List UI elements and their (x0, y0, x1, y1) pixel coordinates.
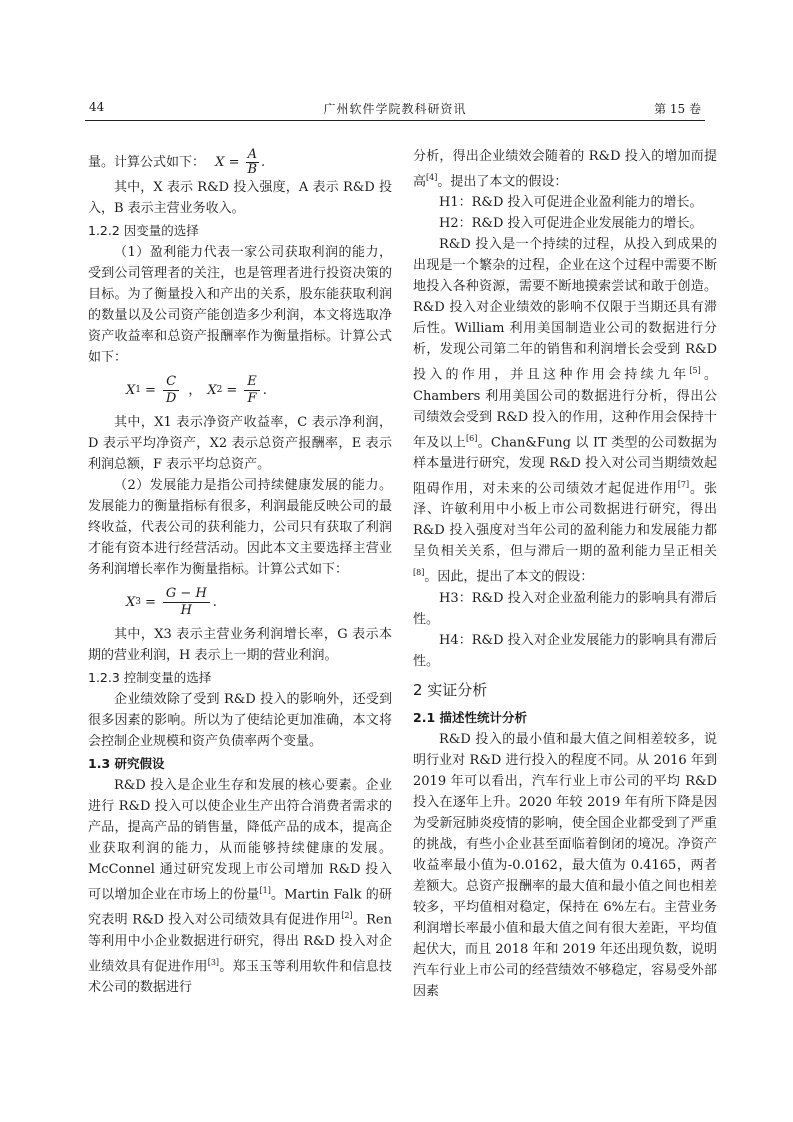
paragraph: 企业绩效除了受到 R&D 投入的影响外，还受到很多因素的影响。所以为了使结论更加准确，本文将会控制企业规模和资产负债率两个变量。 (88, 692, 392, 749)
paragraph: （2）发展能力是指公司持续健康发展的能力。发展能力的衡量指标有很多，利润最能反映公司的最终收益，代表公司的获利能力，公司只有获取了利润才能有资本进行经营活动。因此本文主要选择主营业务利润增长率作为衡量指标。计算公式如下： (88, 478, 392, 577)
formula-sub: 1 (135, 384, 141, 395)
fraction (163, 374, 179, 407)
formula-x1-x2 (88, 368, 392, 412)
text: 。因此，提出了本文的假设： (424, 569, 594, 585)
denominator: F (247, 390, 257, 406)
denominator: D (165, 390, 177, 406)
formula-var: X (215, 155, 225, 170)
hypothesis-h1: H1：R&D 投入可促进企业盈利能力的增长。 (439, 195, 703, 211)
numerator: A (247, 147, 257, 162)
paragraph (413, 234, 717, 587)
paragraph: 其中，X1 表示净资产收益率，C 表示净利润，D 表示平均净资产，X2 表示总资产报酬率，E 表示利润总额，F 表示平均总资产。 (88, 415, 392, 472)
paragraph: 其中，X 表示 R&D 投入强度，A 表示 R&D 投入，B 表示主营业务收入。 (88, 180, 392, 216)
formula-var: X (126, 382, 136, 398)
formula-x (215, 147, 266, 177)
denominator: B (247, 162, 258, 177)
section-heading: 1.2.3 控制变量的选择 (88, 670, 212, 685)
formula-var: X (126, 594, 136, 610)
text: 。Martin Falk 的研究表明 R&D 投入对公司绩效具有促进作用 (88, 887, 392, 928)
formula-var: X (207, 382, 217, 398)
paragraph (413, 146, 717, 192)
journal-title: 广州软件学院教科研资讯 (323, 102, 467, 116)
page-number: 44 (89, 100, 105, 114)
hypothesis-h4: H4：R&D 投入对企业发展能力的影响具有滞后性。 (413, 632, 717, 669)
numerator: C (163, 374, 179, 391)
citation: [4] (426, 173, 438, 182)
volume-label: 第 15 卷 (654, 102, 701, 116)
paragraph: R&D 投入的最小值和最大值之间相差较多，说明行业对 R&D 进行投入的程度不同。从 2016 年到 2019 年可以看出，汽车行业上市公司的平均 R&D 投入在逐年上升。2020 年较 2019 年有所下降是因为受新冠肺炎疫情的影响，使全国企业都受到了严重的挑战，有些小企业甚至面临着倒闭的境况。净资产收益率最小值为-0.0162，最大值为 0.4165，两者差额大。总资产报酬率的最大值和最小值之间也相差较多，平均值相对稳定，保持在 6%左右。主营业务利润增长率最小值和最大值之间有很大差距，平均值起伏大，而且 2018 年和 2019 年还出现负数，说明汽车行业上市公司的经营绩效不够稳定，容易受外部因素 (413, 731, 717, 999)
formula-eq: = (145, 594, 156, 610)
text: 。张泽、许敏利用中小板上市公司数据进行研究，得出 R&D 投入强度对当年公司的盈利能力和发展能力都呈负相关关系，但与滞后一期的盈利能力呈正相关 (413, 481, 717, 560)
formula-end: . (261, 155, 266, 170)
hypothesis-h3: H3：R&D 投入对企业盈利能力的影响具有滞后性。 (413, 590, 717, 627)
right-column (413, 146, 717, 1002)
section-heading: 1.2.2 因变量的选择 (88, 223, 199, 238)
text: 量。计算公式如下： (88, 155, 206, 170)
denominator: H (180, 602, 193, 618)
citation: [8] (413, 568, 425, 578)
numerator: G − H (163, 586, 210, 603)
formula-end: . (212, 594, 217, 610)
paragraph: 其中，X3 表示主营业务利润增长率，G 表示本期的营业利润，H 表示上一期的营业利润。 (88, 627, 392, 663)
text: R&D 投入是企业生存和发展的核心要素。企业进行 R&D 投入可以使企业生产出符合消费者需求的产品，提高产品的销售量，降低产品的成本，提高企业获取利润的能力，从而能够持续健康的发展。McConnel 通过研究发现上市公司增加 R&D 投入可以增加企业在市场上的份量 (88, 778, 392, 903)
fraction (244, 374, 260, 407)
paragraph (88, 148, 392, 177)
hypothesis-h2: H2：R&D 投入可促进企业发展能力的增长。 (439, 216, 703, 232)
citation: [1] (259, 886, 271, 895)
paragraph (88, 775, 392, 998)
fraction (246, 148, 259, 177)
text: 分析，得出企业绩效会随着的 R&D 投入的增加而提高 (413, 149, 717, 190)
formula-sub: 2 (216, 384, 223, 395)
formula-end: . (262, 382, 267, 398)
formula-eq: = (226, 382, 238, 398)
text: 。Chan&Fung 以 IT 类型的公司数据为样本量进行研究，发现 R&D 投入对公司当期绩效起阻碍作用，对未来的公司绩效才起促进作用 (413, 434, 717, 497)
formula-eq: = (145, 382, 156, 398)
formula-eq: = (228, 155, 240, 170)
text: 。Ren 等利用中小企业数据进行研究，得出 R&D 投入对企业绩效具有促进作用 (88, 912, 392, 974)
citation: [3] (207, 957, 220, 967)
section-heading: 1.3 研究假设 (88, 756, 165, 771)
paragraph: （1）盈利能力代表一家公司获取利润的能力，受到公司管理者的关注，也是管理者进行投资决策的目标。为了衡量投入和产出的关系，股东能获取利润的数量以及公司资产能创造多少利润，本文将选取净资产收益率和总资产报酬率作为衡量指标。计算公式如下： (88, 245, 392, 365)
running-header (85, 98, 705, 121)
formula-sub: 3 (135, 596, 141, 607)
text: R&D 投入是一个持续的过程，从投入到成果的出现是一个繁杂的过程，企业在这个过程中需要不断地投入各种资源，需要不断地摸索尝试和敢于创造。R&D 投入对企业绩效的影响不仅限于当期还具有滞后性。William 利用美国制造业公司的数据进行分析，发现公司第二年的销售和利润增长会受到 R&D 投入的作用，并且这种作用会持续九年 (413, 237, 717, 383)
citation: [7] (677, 479, 690, 489)
numerator: E (244, 374, 260, 391)
section-heading: 2.1 描述性统计分析 (413, 709, 527, 725)
citation: [6] (466, 433, 478, 443)
left-column (88, 148, 392, 998)
text: 。郑玉玉等利用软件和信息技术公司的数据进行 (88, 958, 392, 995)
formula-x3 (88, 580, 392, 624)
text: 。提出了本文的假设： (437, 174, 568, 190)
citation: [5] (689, 366, 701, 376)
section-heading: 2 实证分析 (413, 680, 488, 699)
citation: [2] (341, 911, 353, 921)
fraction (163, 586, 210, 619)
formula-sep: ， (188, 382, 202, 398)
text: 。Chambers 利用美国公司的数据进行分析，得出公司绩效会受到 R&D 投入的作用，这种作用会保持十年及以上 (413, 367, 717, 450)
